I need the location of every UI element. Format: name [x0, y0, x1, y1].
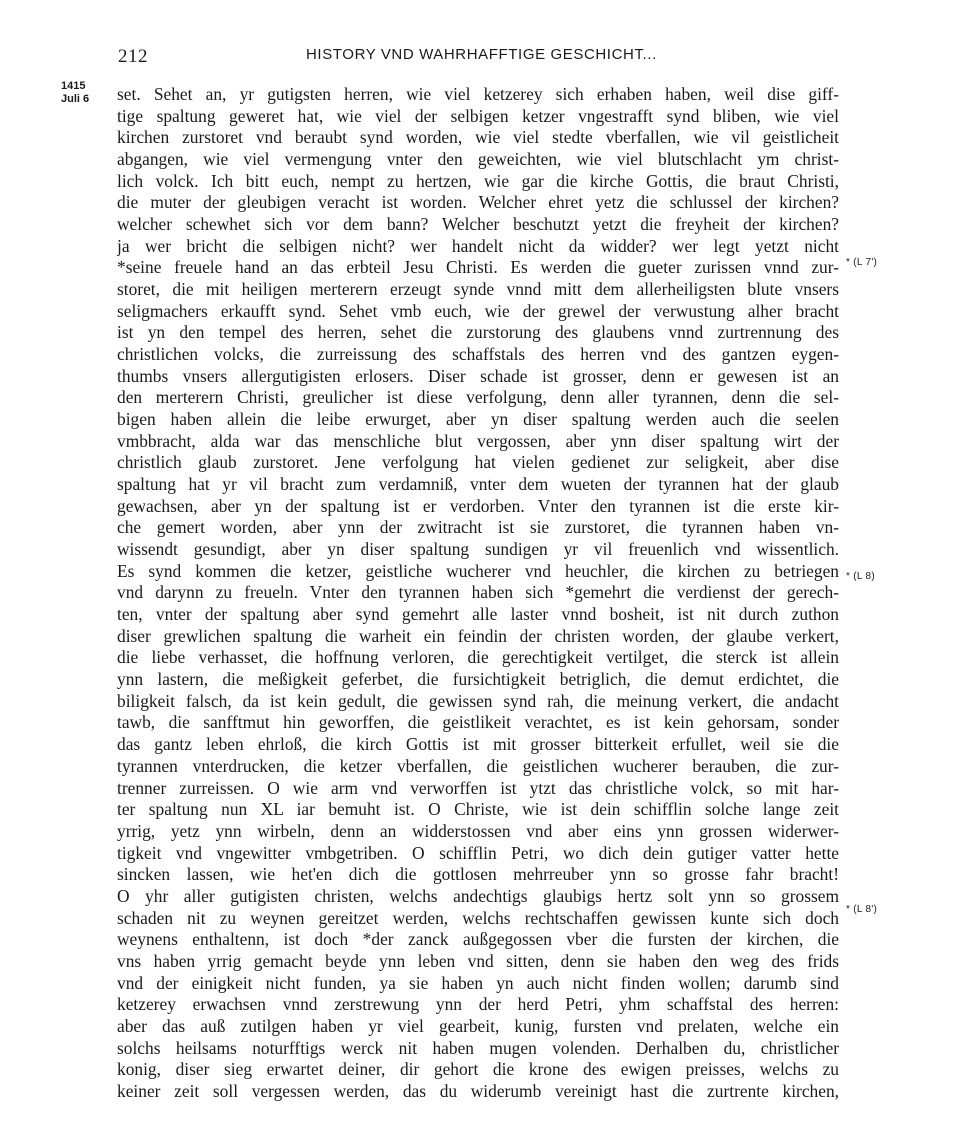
text-line: ist yn den tempel des herren, sehet die zurstorung des glaubens vnnd zurtrennung des	[117, 322, 839, 343]
text-line: wissendt gesundigt, aber yn diser spaltung sundigen yr vil freuenlich vnd wissentlich.	[117, 539, 839, 560]
text-line: die muter der gleubigen veracht ist worden. Welcher ehret yetz die schlussel der kirchen?	[117, 192, 839, 213]
text-line: schaden nit zu weynen gereitzet werden, welchs rechtschaffen gewissen kunte sich doch	[117, 907, 839, 928]
text-line: trenner zurreissen. O wie arm vnd verworffen ist ytzt das christliche volck, so mit har-	[117, 777, 839, 798]
running-head: HISTORY VND WAHRHAFFTIGE GESCHICHT...	[306, 46, 657, 63]
text-line: konig, diser sieg erwartet deiner, dir gehort die krone des ewigen preisses, welchs zu	[117, 1059, 839, 1080]
text-line: ter spaltung nun XL iar bemuht ist. O Christe, wie ist dein schifflin solche lange zeit	[117, 799, 839, 820]
text-line: lich volck. Ich bitt euch, nempt zu hertzen, wie gar die kirche Gottis, die braut Christi,	[117, 170, 839, 191]
text-line: bigen haben allein die leibe erwurget, aber yn diser spaltung werden auch die seelen	[117, 409, 839, 430]
text-line: vns haben yrrig gemacht beyde ynn leben vnd sitten, denn sie haben den weg des frids	[117, 950, 839, 971]
text-line: vnd darynn zu freueln. Vnter den tyrannen haben sich *gemehrt die verdienst der gerech-	[117, 582, 839, 603]
text-line: Es synd kommen die ketzer, geistliche wucherer vnd heuchler, die kirchen zu betriegen	[117, 560, 839, 581]
margin-ref-l8: * (L 8)	[846, 571, 875, 582]
text-line: diser grewlichen spaltung die warheit ein feindin der christen worden, der glaube verkert,	[117, 625, 839, 646]
text-line: aber das auß zutilgen haben yr viel gearbeit, kunig, fursten vnd prelaten, welche ein	[117, 1015, 839, 1036]
text-line: vnd der einigkeit nicht funden, ya sie haben yn auch nicht finden wollen; darumb sind	[117, 972, 839, 993]
text-line: ketzerey erwachsen vnnd zerstrewung ynn der herd Petri, yhm schaffstal des herren:	[117, 994, 839, 1015]
text-line: tyrannen vnterdrucken, die ketzer vberfallen, die geistlichen wucherer berauben, die zur-	[117, 755, 839, 776]
text-line: kirchen zurstoret vnd beraubt synd worden, wie viel stedte vberfallen, wie vil geistlicheit	[117, 127, 839, 148]
text-line: storet, die mit heiligen merterern erzeugt synde vnnd mitt dem allerheiligsten blute vnsers	[117, 279, 839, 300]
marginal-date-note	[61, 80, 111, 106]
text-line: yrrig, yetz ynn wirbeln, denn an widderstossen vnd aber eins ynn grossen widerwer-	[117, 820, 839, 841]
marginal-date-day: Juli 6	[61, 93, 90, 105]
text-line: O yhr aller gutigisten christen, welchs andechtigs glaubigs hertz solt ynn so grossem	[117, 885, 839, 906]
margin-ref-l8p: * (L 8')	[846, 904, 878, 915]
text-line: die liebe verhasset, die hoffnung verloren, die gerechtigkeit vertilget, die sterck ist allein	[117, 647, 839, 668]
text-line: keiner zeit soll vergessen werden, das du widerumb vereinigt hast die zurtrente kirchen,	[117, 1080, 839, 1101]
page-number: 212	[118, 46, 148, 67]
text-line: thumbs vnsers allergutigisten erlosers. Diser schade ist grosser, denn er gewesen ist an	[117, 365, 839, 386]
text-line: *seine freuele hand an das erbteil Jesu Christi. Es werden die gueter zurissen vnnd zur-	[117, 257, 839, 278]
text-line: christlich glaub zurstoret. Jene verfolgung hat vielen gedienet zur seligkeit, aber dise	[117, 452, 839, 473]
text-line: gewachsen, aber yn der spaltung ist er verdorben. Vnter den tyrannen ist die erste kir-	[117, 495, 839, 516]
text-line: weynens enthaltenn, ist doch *der zanck außgegossen vber die fursten der kirchen, die	[117, 929, 839, 950]
text-line: abgangen, wie viel vermengung vnter den geweichten, wie viel blutschlacht ym christ-	[117, 149, 839, 170]
margin-ref-l7p: * (L 7')	[846, 257, 878, 268]
text-line: christlichen volcks, die zurreissung des schaffstals des herren vnd des gantzen eygen-	[117, 344, 839, 365]
text-line: seligmachers erkaufft synd. Sehet vmb euch, wie der grewel der verwustung alher bracht	[117, 300, 839, 321]
text-line: biligkeit falsch, da ist kein gedult, die gewissen synd rah, die meinung verkert, die andacht	[117, 690, 839, 711]
text-line: welcher schewhet sich vor dem bann? Welcher beschutzt yetzt die freyheit der kirchen?	[117, 214, 839, 235]
text-line: che gemert worden, aber ynn der zwitracht ist sie zurstoret, die tyrannen haben vn-	[117, 517, 839, 538]
text-line: tawb, die sanfftmut hin geworffen, die geistlikeit verachtet, es ist kein gehorsam, sonder	[117, 712, 839, 733]
body-text	[117, 84, 839, 1103]
text-line: set. Sehet an, yr gutigsten herren, wie viel ketzerey sich erhaben haben, weil dise giff-	[117, 84, 839, 104]
marginal-date-year: 1415	[61, 80, 86, 92]
text-line: solchs heilsams noturfftigs werck nit haben mugen volenden. Derhalben du, christlicher	[117, 1037, 839, 1058]
text-line: tigkeit vnd vngewitter vmbgetriben. O schifflin Petri, wo dich dein gutiger vatter hette	[117, 842, 839, 863]
text-line: spaltung hat yr vil bracht zum verdamniß, vnter dem wueten der tyrannen hat der glaub	[117, 474, 839, 495]
text-line: ten, vnter der spaltung aber synd gemehrt alle laster vnnd bosheit, ist nit durch zuthon	[117, 604, 839, 625]
text-line: vmbbracht, alda war das menschliche blut vergossen, aber ynn diser spaltung wirt der	[117, 430, 839, 451]
text-line: ynn lastern, die meßigkeit geferbet, die fursichtigkeit betriglich, die demut erdichtet, die	[117, 669, 839, 690]
text-line: ja wer bricht die selbigen nicht? wer handelt nicht da widder? wer legt yetzt nicht	[117, 235, 839, 256]
text-line: sincken lassen, wie het'en dich die gottlosen mehrreuber ynn so grosse fahr bracht!	[117, 864, 839, 885]
text-line: das gantz leben ehrloß, die kirch Gottis ist mit grosser bitterkeit erfullet, weil sie die	[117, 734, 839, 755]
text-line: den merterern Christi, greulicher ist diese verfolgung, denn aller tyrannen, denn die sel-	[117, 387, 839, 408]
text-line: tige spaltung geweret hat, wie viel der selbigen ketzer vngestrafft synd bliben, wie viel	[117, 105, 839, 126]
